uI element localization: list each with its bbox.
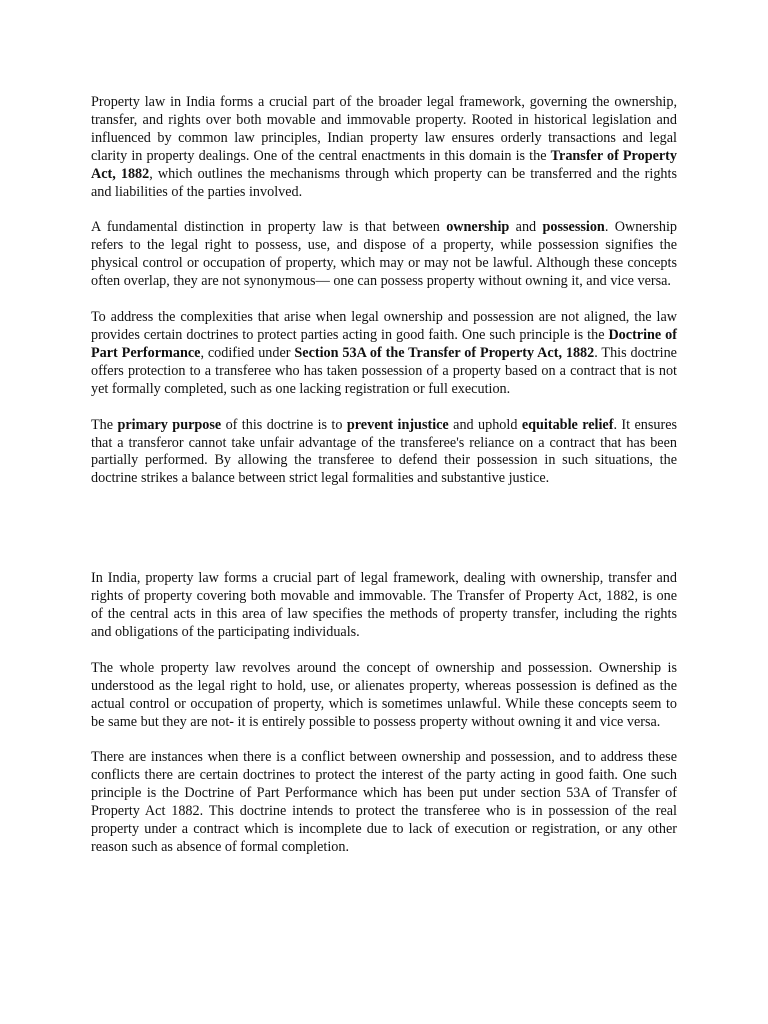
text-run: , which outlines the mechanisms through which property can be transferred and the rights and liabilities of the parties involved. [91, 165, 677, 200]
section-spacer [91, 506, 677, 570]
text-run: , codified under [200, 344, 295, 361]
paragraph-purpose [91, 417, 677, 489]
paragraph-ownership-possession [91, 219, 677, 291]
text-run: The [91, 416, 118, 433]
bold-act-name: Transfer of Property Act, 1882 [91, 147, 677, 182]
text-run: . This doctrine offers protection to a transferee who has taken possession of a property based on a contract that is not yet formally completed, such as one lacking registration or full execution. [91, 344, 677, 397]
paragraph-intro-rewrite: In India, property law forms a crucial part of legal framework, dealing with ownership, transfer and rights of property covering both movable and immovable. The Transfer of Property Act, 1882, is one of the central acts in this area of law specifies the methods of property transfer, including the rights and obligations of the participating individuals. [91, 570, 677, 640]
bold-primary-purpose: primary purpose [117, 416, 222, 433]
text-run: To address the complexities that arise when legal ownership and possession are not aligned, the law provides certain doctrines to protect parties acting in good faith. One such principle is the [91, 309, 677, 343]
paragraph-doctrine-rewrite: There are instances when there is a conflict between ownership and possession, and to address these conflicts there are certain doctrines to protect the interest of the party acting in good faith. One such principle is the Doctrine of Part Performance which has been put under section 53A of Transfer of Property Act 1882. This doctrine intends to protect the transferee who is in possession of the real property under a contract which is incomplete due to lack of execution or registration, or any other reason such as absence of formal completion. [91, 749, 677, 855]
paragraph-intro [91, 94, 677, 201]
text-run: of this doctrine is to [221, 416, 347, 433]
text-run: and uphold [448, 416, 522, 433]
bold-ownership: ownership [446, 219, 510, 236]
text-run: Property law in India forms a crucial part of the broader legal framework, governing the ownership, transfer, and rights over both movable and immovable property. Rooted in historical legislation and influenced by common law principles, Indian property law ensures orderly transactions and legal clarity in property dealings. One of the central enactments in this domain is the [91, 94, 677, 164]
text-run: . Ownership refers to the legal right to possess, use, and dispose of a property, while possession signifies the physical control or occupation of property, which may or may not be lawful. Although these concepts often overlap, they are not synonymous— one can possess property without owning it, and vice versa. [91, 219, 677, 290]
document-page [91, 94, 677, 875]
paragraph-doctrine [91, 309, 677, 399]
text-run: . It ensures that a transferor cannot take unfair advantage of the transferee's reliance on a contract that has been partially performed. By allowing the transferee to defend their possession in such situations, the doctrine strikes a balance between strict legal formalities and substantive justice. [91, 416, 678, 487]
bold-equitable-relief: equitable relief [521, 416, 614, 433]
bold-possession: possession [542, 219, 605, 236]
paragraph-ownership-rewrite: The whole property law revolves around the concept of ownership and possession. Ownership is understood as the legal right to hold, use, or alienates property, whereas possession is defined as the actual control or occupation of property, which is sometimes unlawful. While these concepts seem to be same but they are not- it is entirely possible to possess property without owning it and vice versa. [91, 659, 677, 730]
bold-doctrine-name: Doctrine of Part Performance [91, 326, 677, 361]
bold-section-53a: Section 53A of the Transfer of Property Act, 1882 [294, 344, 595, 361]
bold-prevent-injustice: prevent injustice [346, 416, 449, 433]
text-run: and [509, 219, 543, 236]
text-run: A fundamental distinction in property law is that between [91, 219, 447, 236]
